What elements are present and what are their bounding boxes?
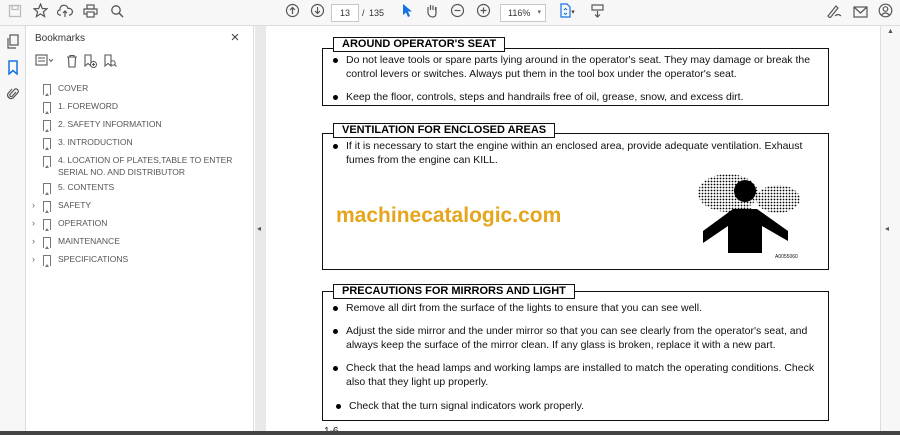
- bookmark-flag-icon: [43, 84, 51, 95]
- previous-page-icon[interactable]: [282, 3, 302, 23]
- bullet-text: Check that the turn signal indicators work properly.: [349, 400, 584, 412]
- next-page-icon[interactable]: [307, 3, 327, 23]
- email-icon[interactable]: [850, 3, 870, 23]
- bookmark-flag-icon: [43, 156, 51, 167]
- chevron-right-icon[interactable]: ›: [32, 200, 35, 210]
- new-bookmark-icon[interactable]: [82, 54, 98, 70]
- section-title: PRECAUTIONS FOR MIRRORS AND LIGHT: [333, 284, 575, 299]
- bullet-text: Do not leave tools or spare parts lying around in the operator's seat. They may damage or break the control levers or switches. Always put them in the tool box under the operator's seat.: [346, 54, 811, 80]
- main-toolbar: [0, 0, 900, 26]
- chevron-down-icon: ▾: [537, 9, 541, 16]
- page-separator: /: [362, 8, 365, 18]
- bullet-dot: [333, 306, 338, 311]
- select-cursor-icon[interactable]: [397, 3, 417, 23]
- bookmark-label: 3. INTRODUCTION: [58, 137, 133, 147]
- section-title: VENTILATION FOR ENCLOSED AREAS: [333, 123, 555, 138]
- bookmark-label: MAINTENANCE: [58, 236, 120, 246]
- chevron-right-icon[interactable]: ›: [32, 236, 35, 246]
- watermark-text: machinecatalogic.com: [336, 204, 562, 227]
- expand-arrow-icon[interactable]: ◂: [885, 224, 890, 233]
- bullet-dot: [333, 366, 338, 371]
- bullet-text: Remove all dirt from the surface of the lights to ensure that you can see well.: [346, 302, 703, 314]
- scroll-up-icon[interactable]: ▲: [887, 28, 894, 35]
- bookmark-label: SAFETY: [58, 200, 92, 210]
- bookmark-flag-icon: [43, 219, 51, 230]
- bookmark-label: 2. SAFETY INFORMATION: [58, 119, 162, 129]
- chevron-right-icon[interactable]: ›: [32, 218, 35, 228]
- bookmark-flag-icon: [43, 102, 51, 113]
- bookmarks-panel-title: Bookmarks: [35, 33, 86, 44]
- print-icon[interactable]: [80, 3, 100, 23]
- hand-tool-icon[interactable]: [422, 3, 442, 23]
- vertical-scrollbar[interactable]: [880, 26, 900, 435]
- delete-bookmark-icon[interactable]: [64, 54, 80, 70]
- bottom-bar: [0, 431, 900, 435]
- zoom-level-select[interactable]: [500, 4, 546, 22]
- account-icon[interactable]: [875, 3, 895, 23]
- page-number-input[interactable]: 13: [331, 4, 359, 22]
- zoom-in-icon[interactable]: [473, 3, 493, 23]
- exhaust-hazard-figure: [698, 171, 808, 261]
- bullet-dot: [333, 95, 338, 100]
- document-page: [266, 26, 880, 435]
- scroll-mode-icon[interactable]: [587, 3, 607, 23]
- sign-icon[interactable]: [824, 3, 844, 23]
- save-icon[interactable]: [5, 3, 25, 23]
- bookmark-label: 5. CONTENTS: [58, 182, 115, 192]
- bookmark-label: COVER: [58, 83, 89, 93]
- bookmark-flag-icon: [43, 255, 51, 266]
- bookmark-flag-icon: [43, 138, 51, 149]
- bookmark-label: 4. LOCATION OF PLATES,TABLE TO ENTER SERIAL NO. AND DISTRIBUTOR: [58, 155, 233, 177]
- bookmark-flag-icon: [43, 201, 51, 212]
- bullet-dot: [333, 58, 338, 63]
- bookmarks-panel: [26, 26, 254, 435]
- bullet-text: Keep the floor, controls, steps and handrails free of oil, grease, snow, and excess dirt.: [346, 91, 744, 103]
- bookmark-flag-icon: [43, 183, 51, 194]
- bullet-text: Check that the head lamps and working lamps are installed to match the operating conditions. Check also that they light up properly.: [346, 362, 815, 388]
- bullet-dot: [336, 404, 341, 409]
- cloud-upload-icon[interactable]: [55, 3, 75, 23]
- bullet-dot: [333, 144, 338, 149]
- bookmark-label: OPERATION: [58, 218, 108, 228]
- figure-code: A0055060: [775, 254, 798, 260]
- page-total: 135: [369, 8, 385, 18]
- bookmark-label: SPECIFICATIONS: [58, 254, 129, 264]
- bookmark-flag-icon: [43, 237, 51, 248]
- find-bookmark-icon[interactable]: [102, 54, 118, 70]
- bullet-dot: [333, 329, 338, 334]
- bookmark-star-icon[interactable]: [30, 3, 50, 23]
- bookmark-flag-icon: [43, 120, 51, 131]
- bullet-text: Adjust the side mirror and the under mirror so that you can see clearly from the operator's seat, and always keep the surface of the mirror clean. If any glass is broken, replace it with a new part.: [346, 325, 808, 351]
- search-icon[interactable]: [107, 3, 127, 23]
- section-title: AROUND OPERATOR'S SEAT: [333, 37, 505, 52]
- close-icon[interactable]: ×: [230, 29, 240, 46]
- bookmark-label: 1. FOREWORD: [58, 101, 118, 111]
- bookmark-options-icon[interactable]: [34, 54, 54, 70]
- fit-dropdown-icon[interactable]: ▾: [571, 9, 575, 16]
- bookmarks-panel-icon[interactable]: [3, 60, 23, 80]
- navigation-rail: [0, 26, 26, 435]
- page-thumbnails-icon[interactable]: [3, 34, 23, 54]
- bullet-text: If it is necessary to start the engine within an enclosed area, provide adequate ventilation. Exhaust fumes from the engine can KILL.: [346, 140, 803, 166]
- zoom-out-icon[interactable]: [447, 3, 467, 23]
- zoom-level-value: 116%: [508, 8, 531, 18]
- attachments-icon[interactable]: [3, 86, 23, 106]
- collapse-arrow-icon[interactable]: ◂: [257, 224, 262, 233]
- document-viewer[interactable]: [266, 26, 880, 435]
- panel-splitter[interactable]: [255, 26, 266, 435]
- chevron-right-icon[interactable]: ›: [32, 254, 35, 264]
